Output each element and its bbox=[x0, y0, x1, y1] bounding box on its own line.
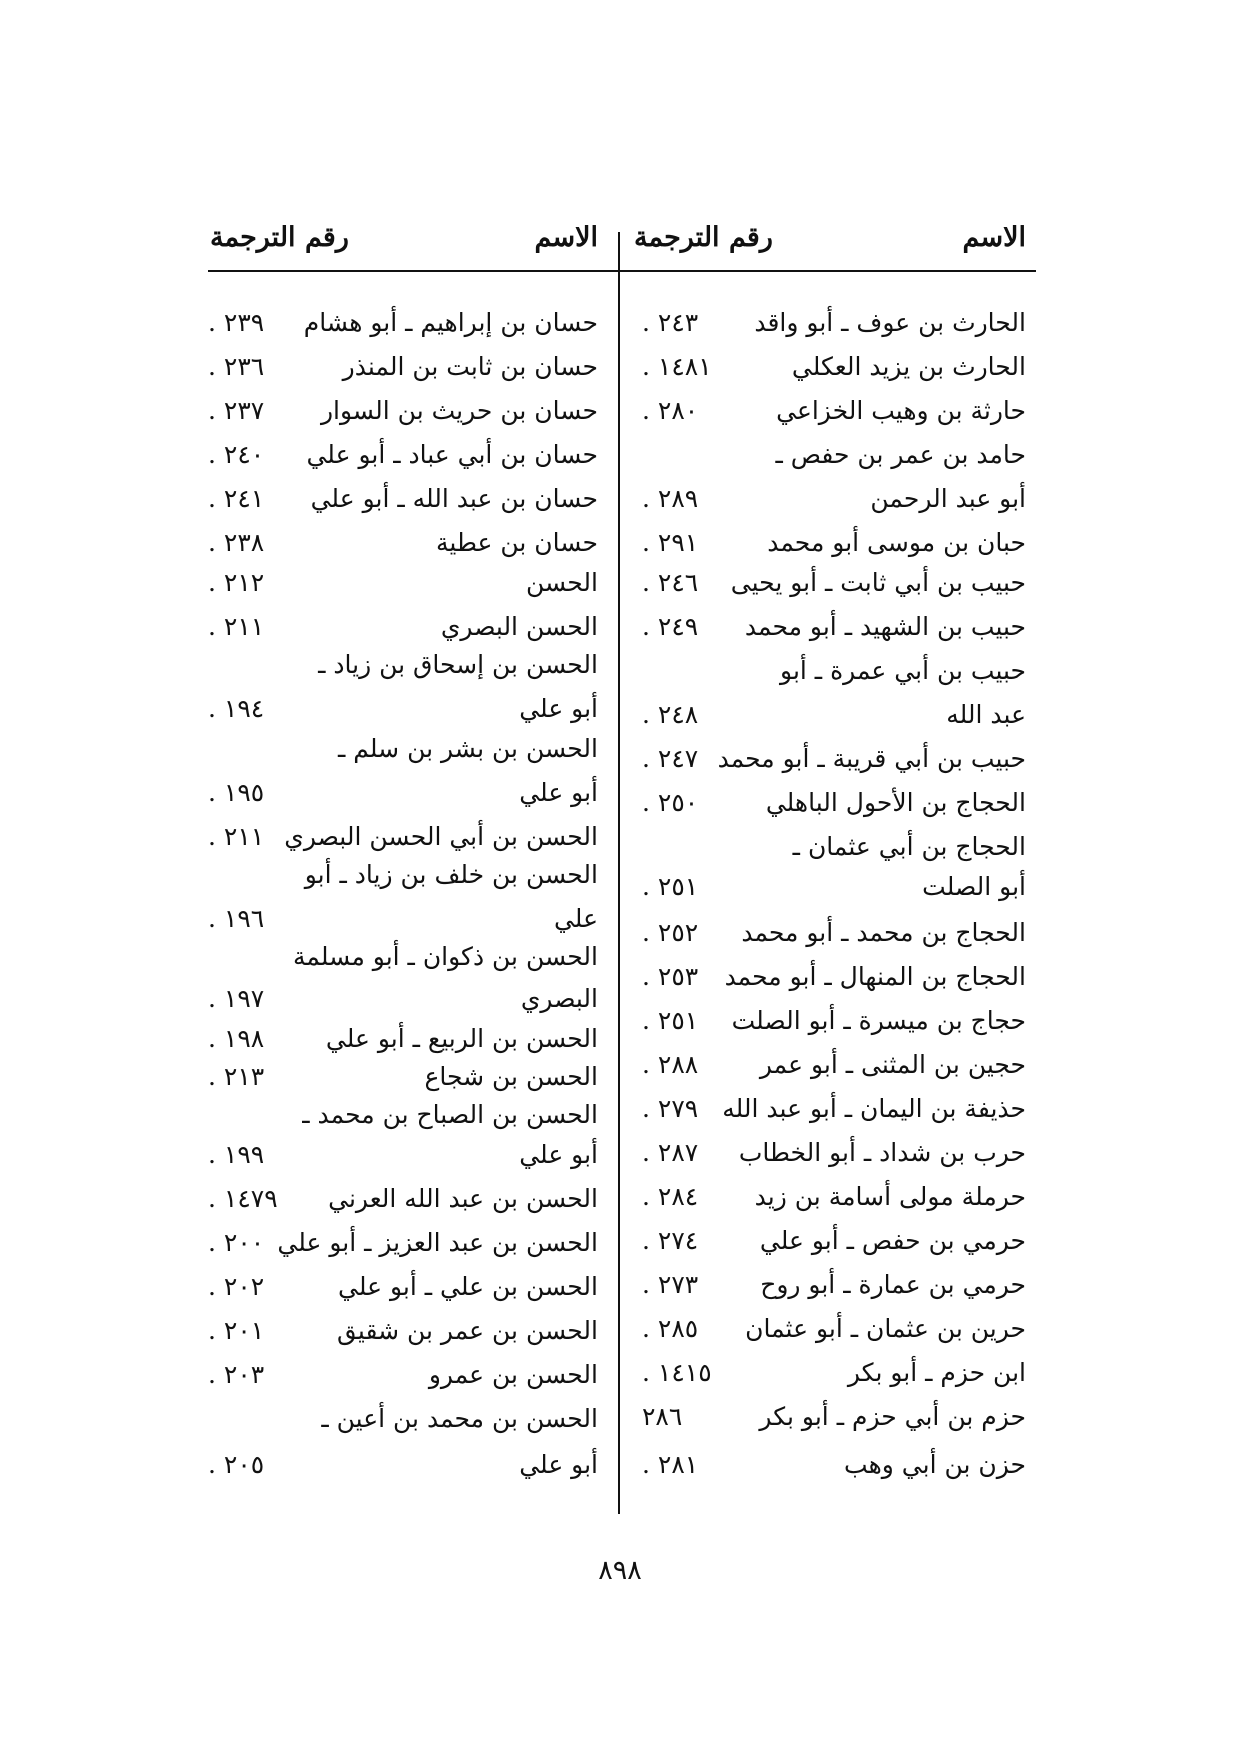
index-entry-number: . ٢٥١ bbox=[642, 872, 699, 901]
index-entry-number: . ٢٨١ bbox=[642, 1450, 699, 1479]
index-entry-name: الحسن بن عمرو bbox=[428, 1360, 598, 1389]
index-entry-name: حبيب بن أبي قريبة ـ أبو محمد bbox=[717, 744, 1026, 773]
header-number-right: رقم الترجمة bbox=[634, 222, 773, 253]
header-name-right: الاسم bbox=[962, 222, 1026, 253]
index-entry-name: الحسن بن علي ـ أبو علي bbox=[338, 1272, 598, 1301]
index-entry-name: الحسن بن إسحاق بن زياد ـ bbox=[318, 650, 598, 679]
index-entry-name: حبيب بن الشهيد ـ أبو محمد bbox=[744, 612, 1026, 641]
index-entry-number: ٢٨٦ bbox=[642, 1402, 683, 1431]
index-entry-name: الحارث بن عوف ـ أبو واقد bbox=[754, 308, 1026, 337]
column-divider bbox=[618, 232, 620, 1514]
index-entry-name: الحجاج بن المنهال ـ أبو محمد bbox=[724, 962, 1026, 991]
index-entry-name: الحسن بن خلف بن زياد ـ أبو bbox=[304, 860, 598, 889]
index-entry-number: . ١٩٥ bbox=[208, 778, 265, 807]
index-entry-name: حسان بن ثابت بن المنذر bbox=[342, 352, 598, 381]
index-entry-name: الحارث بن يزيد العكلي bbox=[791, 352, 1026, 381]
index-entry-name: أبو علي bbox=[519, 1140, 598, 1169]
index-entry-name: الحسن بن بشر بن سلم ـ bbox=[338, 734, 598, 763]
index-entry-number: . ٢٤٠ bbox=[208, 440, 265, 469]
index-entry-name: حرمي بن حفص ـ أبو علي bbox=[759, 1226, 1026, 1255]
index-entry-name: حسان بن عطية bbox=[436, 528, 598, 557]
index-entry-name: حارثة بن وهيب الخزاعي bbox=[776, 396, 1026, 425]
index-entry-name: الحسن بن الربيع ـ أبو علي bbox=[325, 1024, 598, 1053]
index-entry-number: . ٢٤١ bbox=[208, 484, 265, 513]
index-entry-number: . ٢٣٧ bbox=[208, 396, 265, 425]
header-name-left: الاسم bbox=[534, 222, 598, 253]
index-entry-number: . ٢٤٧ bbox=[642, 744, 699, 773]
index-entry-number: . ٢١٢ bbox=[208, 568, 265, 597]
index-entry-number: . ١٤١٥ bbox=[642, 1358, 712, 1387]
index-entry-name: الحسن بن شجاع bbox=[424, 1062, 598, 1091]
index-entry-number: . ٢٣٩ bbox=[208, 308, 265, 337]
index-entry-number: . ٢٨٧ bbox=[642, 1138, 699, 1167]
index-entry-name: أبو علي bbox=[519, 694, 598, 723]
index-entry-name: الحسن البصري bbox=[440, 612, 598, 641]
index-entry-name: الحجاج بن محمد ـ أبو محمد bbox=[741, 918, 1026, 947]
index-entry-number: . ١٤٨١ bbox=[642, 352, 712, 381]
index-entry-number: . ١٩٩ bbox=[208, 1140, 265, 1169]
index-entry-name: الحجاج بن أبي عثمان ـ bbox=[792, 832, 1026, 861]
index-entry-name: الحسن bbox=[525, 568, 598, 597]
index-entry-number: . ٢٤٨ bbox=[642, 700, 699, 729]
header-rule bbox=[208, 270, 1036, 272]
index-entry-number: . ٢٨٤ bbox=[642, 1182, 699, 1211]
index-entry-number: . ٢٥٢ bbox=[642, 918, 699, 947]
index-entry-name: حرب بن شداد ـ أبو الخطاب bbox=[738, 1138, 1026, 1167]
index-entry-number: . ٢٥١ bbox=[642, 1006, 699, 1035]
index-entry-number: . ٢٨٥ bbox=[642, 1314, 699, 1343]
index-entry-name: حرملة مولى أسامة بن زيد bbox=[754, 1182, 1026, 1211]
index-entry-name: البصري bbox=[520, 984, 598, 1013]
index-entry-number: . ١٩٨ bbox=[208, 1024, 265, 1053]
index-entry-number: . ٢٠٥ bbox=[208, 1450, 265, 1479]
index-entry-number: . ٢٩١ bbox=[642, 528, 699, 557]
index-entry-number: . ٢٠٣ bbox=[208, 1360, 265, 1389]
index-entry-number: . ٢٧٩ bbox=[642, 1094, 699, 1123]
index-entry-number: . ٢٧٤ bbox=[642, 1226, 699, 1255]
index-entry-number: . ٢٨٨ bbox=[642, 1050, 699, 1079]
index-entry-name: الحسن بن محمد بن أعين ـ bbox=[321, 1404, 598, 1433]
index-entry-name: الحسن بن الصباح بن محمد ـ bbox=[302, 1100, 598, 1129]
index-entry-name: حبيب بن أبي ثابت ـ أبو يحيى bbox=[730, 568, 1026, 597]
index-entry-name: حجين بن المثنى ـ أبو عمر bbox=[759, 1050, 1026, 1079]
index-entry-name: الحسن بن عبد الله العرني bbox=[328, 1184, 598, 1213]
index-entry-number: . ٢١٣ bbox=[208, 1062, 265, 1091]
index-entry-number: . ٢٨٩ bbox=[642, 484, 699, 513]
index-entry-name: الحسن بن ذكوان ـ أبو مسلمة bbox=[293, 942, 598, 971]
index-entry-name: حبان بن موسى أبو محمد bbox=[767, 528, 1026, 557]
index-entry-name: حذيفة بن اليمان ـ أبو عبد الله bbox=[722, 1094, 1026, 1123]
index-entry-name: أبو علي bbox=[519, 1450, 598, 1479]
index-entry-name: أبو علي bbox=[519, 778, 598, 807]
index-entry-name: حسان بن إبراهيم ـ أبو هشام bbox=[303, 308, 598, 337]
index-entry-number: . ٢٠٢ bbox=[208, 1272, 265, 1301]
index-entry-number: . ٢٥٠ bbox=[642, 788, 699, 817]
index-entry-number: . ٢١١ bbox=[208, 822, 265, 851]
index-entry-number: . ٢٥٣ bbox=[642, 962, 699, 991]
index-entry-number: . ٢٧٣ bbox=[642, 1270, 699, 1299]
index-entry-number: . ١٩٧ bbox=[208, 984, 265, 1013]
index-entry-name: حسان بن عبد الله ـ أبو علي bbox=[310, 484, 598, 513]
index-entry-number: . ١٤٧٩ bbox=[208, 1184, 278, 1213]
index-entry-number: . ٢٤٦ bbox=[642, 568, 699, 597]
index-entry-name: الحجاج بن الأحول الباهلي bbox=[765, 788, 1026, 817]
index-entry-name: أبو الصلت bbox=[922, 872, 1026, 901]
index-entry-name: علي bbox=[553, 904, 598, 933]
header-number-left: رقم الترجمة bbox=[210, 222, 349, 253]
index-entry-name: حرمي بن عمارة ـ أبو روح bbox=[760, 1270, 1026, 1299]
index-entry-name: ابن حزم ـ أبو بكر bbox=[847, 1358, 1026, 1387]
index-entry-name: حجاج بن ميسرة ـ أبو الصلت bbox=[731, 1006, 1026, 1035]
index-entry-number: . ٢٠١ bbox=[208, 1316, 265, 1345]
index-entry-number: . ١٩٤ bbox=[208, 694, 265, 723]
index-entry-name: حزن بن أبي وهب bbox=[844, 1450, 1026, 1479]
index-entry-name: الحسن بن عبد العزيز ـ أبو علي bbox=[277, 1228, 598, 1257]
index-entry-number: . ٢٠٠ bbox=[208, 1228, 265, 1257]
index-entry-name: حرين بن عثمان ـ أبو عثمان bbox=[745, 1314, 1026, 1343]
index-entry-name: الحسن بن أبي الحسن البصري bbox=[284, 822, 598, 851]
index-entry-name: أبو عبد الرحمن bbox=[870, 484, 1026, 513]
index-entry-number: . ٢١١ bbox=[208, 612, 265, 641]
index-entry-name: الحسن بن عمر بن شقيق bbox=[337, 1316, 598, 1345]
index-entry-number: . ٢٤٩ bbox=[642, 612, 699, 641]
index-entry-number: . ٢٤٣ bbox=[642, 308, 699, 337]
index-entry-name: حسان بن أبي عباد ـ أبو علي bbox=[306, 440, 598, 469]
index-entry-name: حبيب بن أبي عمرة ـ أبو bbox=[780, 656, 1026, 685]
index-entry-name: حسان بن حريث بن السوار bbox=[320, 396, 598, 425]
index-entry-number: . ١٩٦ bbox=[208, 904, 265, 933]
index-entry-number: . ٢٣٨ bbox=[208, 528, 265, 557]
page-number: ٨٩٨ bbox=[598, 1555, 642, 1586]
index-entry-number: . ٢٨٠ bbox=[642, 396, 699, 425]
index-entry-name: حزم بن أبي حزم ـ أبو بكر bbox=[759, 1402, 1026, 1431]
index-entry-name: حامد بن عمر بن حفص ـ bbox=[775, 440, 1026, 469]
index-entry-number: . ٢٣٦ bbox=[208, 352, 265, 381]
index-entry-name: عبد الله bbox=[946, 700, 1026, 729]
